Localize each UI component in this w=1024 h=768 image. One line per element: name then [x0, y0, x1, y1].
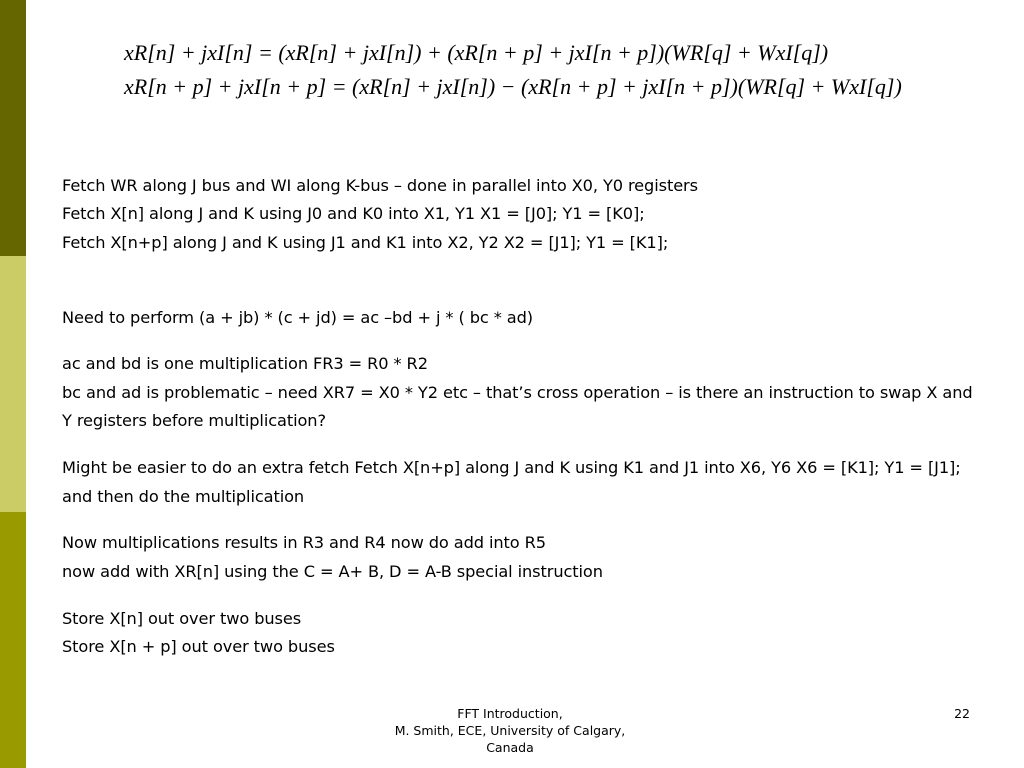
- footer-line: FFT Introduction,: [457, 706, 563, 721]
- equation-2: xR[n + p] + jxI[n + p] = (xR[n] + jxI[n]) − (xR[n + p] + jxI[n + p])(WR[q] + WxI[q]): [124, 74, 902, 99]
- text-line: Y registers before multiplication?: [62, 411, 326, 430]
- text-line: Now multiplications results in R3 and R4 now do add into R5: [62, 533, 546, 552]
- text-line: Might be easier to do an extra fetch Fetch X[n+p] along J and K using K1 and J1 into X6, Y6 X6 = [K1]; Y1 = [J1];: [62, 458, 961, 477]
- text-line: Need to perform (a + jb) * (c + jd) = ac –bd + j * ( bc * ad): [62, 308, 533, 327]
- text-line: now add with XR[n] using the C = A+ B, D = A-B special instruction: [62, 562, 603, 581]
- text-line: Fetch WR along J bus and WI along K-bus – done in parallel into X0, Y0 registers: [62, 176, 698, 195]
- accent-stripe-bottom: [0, 512, 26, 768]
- slide-footer: [340, 705, 680, 756]
- text-line: ac and bd is one multiplication FR3 = R0 * R2: [62, 354, 428, 373]
- footer-line: Canada: [486, 740, 534, 755]
- footer-line: M. Smith, ECE, University of Calgary,: [394, 723, 626, 738]
- text-line: and then do the multiplication: [62, 487, 305, 506]
- equation-block: [124, 36, 984, 104]
- text-line: Fetch X[n] along J and K using J0 and K0 into X1, Y1 X1 = [J0]; Y1 = [K0];: [62, 204, 645, 223]
- equation-1: xR[n] + jxI[n] = (xR[n] + jxI[n]) + (xR[n + p] + jxI[n + p])(WR[q] + WxI[q]): [124, 40, 829, 65]
- text-line: Fetch X[n+p] along J and K using J1 and K1 into X2, Y2 X2 = [J1]; Y1 = [K1];: [62, 233, 669, 252]
- text-line: Store X[n + p] out over two buses: [62, 637, 335, 656]
- accent-stripe-middle: [0, 256, 26, 512]
- text-line: bc and ad is problematic – need XR7 = X0 * Y2 etc – that’s cross operation – is there an instruction to swap X and: [62, 383, 973, 402]
- text-line: Store X[n] out over two buses: [62, 609, 302, 628]
- page-number: 22: [954, 706, 970, 721]
- accent-stripe-top: [0, 0, 26, 256]
